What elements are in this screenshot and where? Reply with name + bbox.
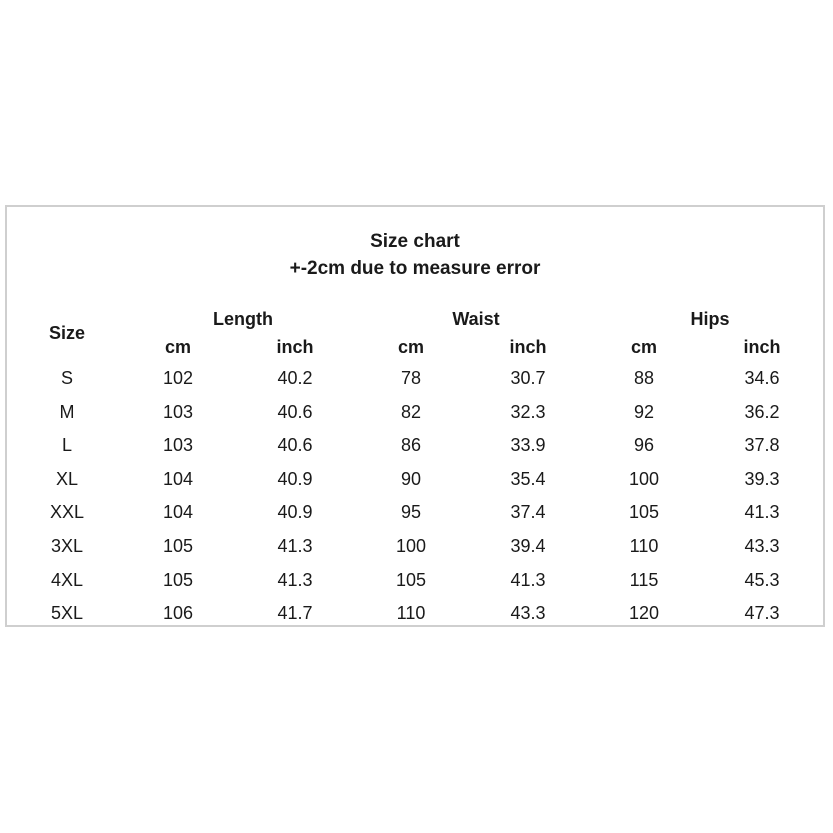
size-header: Size (48, 323, 86, 343)
table-cell: 88 (633, 368, 655, 388)
table-cell: 105 (162, 536, 194, 556)
table-cell: 41.3 (510, 569, 546, 590)
size-label: M (59, 401, 75, 422)
table-cell: 102 (162, 368, 194, 388)
table-cell: 105 (395, 569, 427, 590)
size-label: 4XL (50, 569, 84, 590)
table-cell: 110 (629, 536, 659, 556)
table-cell: 106 (162, 603, 194, 624)
table-cell: 115 (629, 569, 659, 590)
table-cell: 40.6 (277, 435, 313, 456)
table-cell: 45.3 (744, 569, 780, 590)
size-label: S (60, 368, 74, 388)
table-cell: 41.7 (277, 603, 313, 624)
table-cell: 110 (396, 603, 426, 624)
table-cell: 103 (162, 401, 194, 422)
table-cell: 90 (400, 468, 422, 489)
table-cell: 34.6 (744, 368, 780, 388)
table-cell: 40.2 (277, 368, 313, 388)
unit-header: cm (397, 337, 425, 357)
table-cell: 104 (162, 468, 194, 489)
table-cell: 37.4 (510, 502, 546, 523)
table-cell: 92 (633, 401, 655, 422)
table-cell: 103 (162, 435, 194, 456)
table-cell: 40.9 (277, 502, 313, 523)
table-cell: 43.3 (744, 536, 780, 556)
table-cell: 95 (400, 502, 422, 523)
table-cell: 37.8 (744, 435, 780, 456)
table-cell: 32.3 (510, 401, 546, 422)
table-cell: 104 (162, 502, 194, 523)
chart-subtitle: +-2cm due to measure error (289, 258, 541, 279)
table-cell: 100 (628, 468, 660, 489)
size-chart (5, 205, 825, 627)
table-cell: 41.3 (744, 502, 780, 523)
table-cell: 86 (400, 435, 422, 456)
table-cell: 41.3 (277, 536, 313, 556)
table-cell: 36.2 (744, 401, 780, 422)
table-cell: 33.9 (510, 435, 546, 456)
table-cell: 120 (628, 603, 660, 624)
table-cell: 30.7 (510, 368, 546, 388)
group-header: Length (213, 309, 273, 329)
table-cell: 82 (400, 401, 422, 422)
table-cell: 43.3 (510, 603, 546, 624)
table-cell: 40.9 (277, 468, 313, 489)
size-label: XXL (49, 502, 85, 523)
table-cell: 39.4 (510, 536, 546, 556)
table-cell: 40.6 (277, 401, 313, 422)
table-cell: 100 (395, 536, 427, 556)
unit-header: cm (630, 337, 658, 357)
unit-header: cm (164, 337, 192, 357)
size-label: 3XL (50, 536, 84, 556)
table-cell: 78 (400, 368, 422, 388)
table-cell: 96 (633, 435, 655, 456)
table-cell: 105 (162, 569, 194, 590)
table-cell: 105 (628, 502, 660, 523)
table-cell: 39.3 (744, 468, 780, 489)
chart-title: Size chart (370, 231, 460, 252)
unit-header: inch (276, 337, 314, 357)
group-header: Hips (690, 309, 730, 329)
size-label: L (61, 435, 73, 456)
unit-header: inch (509, 337, 547, 357)
size-label: 5XL (50, 603, 84, 624)
table-cell: 35.4 (510, 468, 546, 489)
table-cell: 47.3 (744, 603, 780, 624)
size-label: XL (55, 468, 79, 489)
table-cell: 41.3 (277, 569, 313, 590)
group-header: Waist (452, 309, 500, 329)
unit-header: inch (743, 337, 781, 357)
